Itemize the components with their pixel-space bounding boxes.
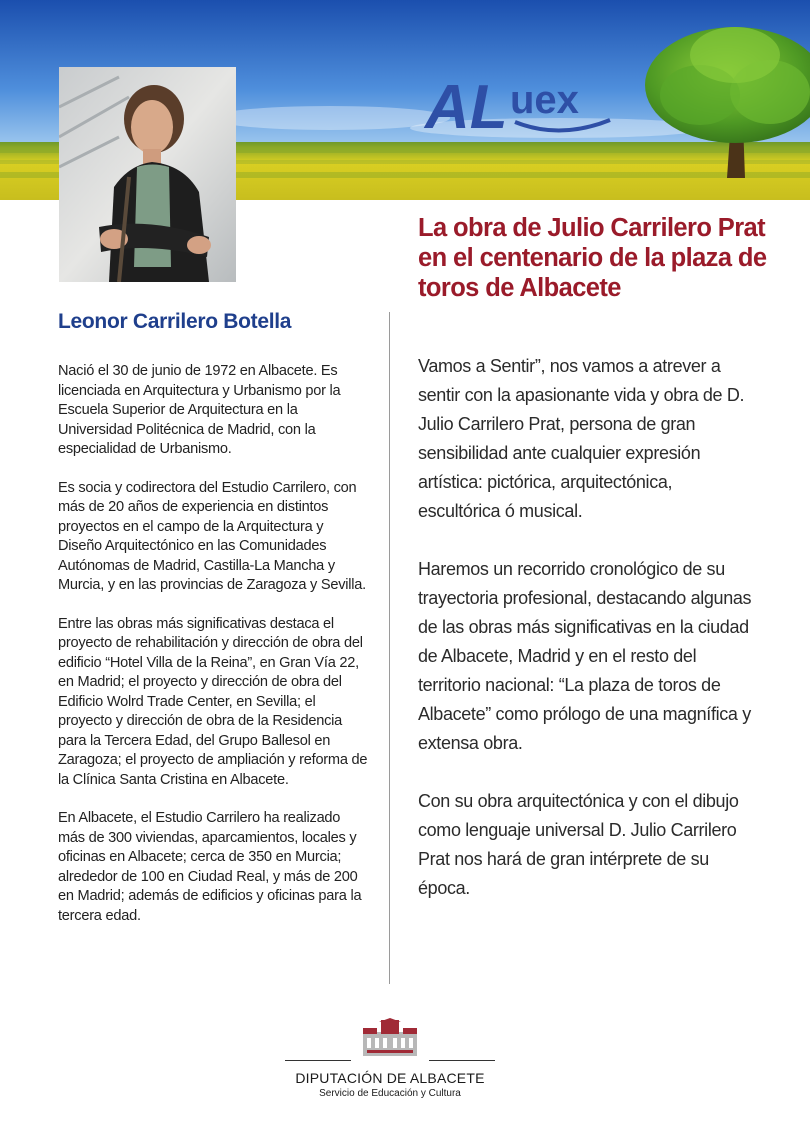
author-column xyxy=(58,310,370,945)
author-name: Leonor Carrilero Botella xyxy=(58,310,292,333)
bio-paragraph: Es socia y codirectora del Estudio Carrilero, con más de 20 años de experiencia en distintos proyectos en el campo de la Arquitectura y Diseño Arquitectónico en las Comunidades Autónomas de Madrid, Castilla-La Mancha y Murcia, y en las provincias de Zaragoza y Sevilla. xyxy=(58,479,366,593)
bio-paragraph: Nació el 30 de junio de 1972 en Albacete. Es licenciada en Arquitectura y Urbanismo por la Escuela Superior de Arquitectura en la Universidad Politécnica de Madrid, con la especialidad de Urbanismo. xyxy=(58,363,341,457)
column-divider xyxy=(389,312,390,984)
bio-paragraph: En Albacete, el Estudio Carrilero ha realizado más de 300 viviendas, aparcamientos, locales y oficinas en Albacete; cerca de 350 en Murcia; alrededor de 100 en Ciudad Real, y más de 200 en Madrid; además de edificios y oficinas para la tercera edad. xyxy=(58,810,362,924)
diputacion-crest-icon xyxy=(357,1018,423,1058)
article-paragraph: Haremos un recorrido cronológico de su trayectoria profesional, destacando algunas de las obras más significativas en la ciudad de Albacete, Madrid y en el resto del territorio nacional: “La plaza de toros de Albacete” como prólogo de una magnífica y extensa obra. xyxy=(418,559,752,753)
svg-text:AL: AL xyxy=(425,73,508,142)
author-bio xyxy=(58,362,370,926)
bio-paragraph: Entre las obras más significativas destaca el proyecto de rehabilitación y dirección de obra del edificio “Hotel Villa de la Reina”, en Gran Vía 22, en Madrid; el proyecto y dirección de obra del Edificio Wolrd Trade Center, en Sevilla; el proyecto y dirección de obra de la Residencia para la Tercera Edad, del Grupo Ballesol en Zaragoza; el proyecto de ampliación y reforma de la Clínica Santa Cristina en Albacete. xyxy=(58,615,368,788)
svg-text:uex: uex xyxy=(510,78,579,122)
portrait-photo-image xyxy=(59,67,236,282)
article-title: La obra de Julio Carrilero Prat en el centenario de la plaza de toros de Albacete xyxy=(418,214,767,302)
footer xyxy=(285,1018,495,1099)
footer-org-name: DIPUTACIÓN DE ALBACETE xyxy=(295,1070,485,1086)
article-paragraph: Con su obra arquitectónica y con el dibujo como lenguaje universal D. Julio Carrilero Prat nos hará de gran intérprete de su época. xyxy=(418,791,739,898)
article-paragraph: Vamos a Sentir”, nos vamos a atrever a sentir con la apasionante vida y obra de D. Julio Carrilero Prat, persona de gran sensibilidad ante cualquier expresión artística: pictórica, arquitectónica, escultórica ó musical. xyxy=(418,356,745,521)
portrait-photo xyxy=(59,67,236,282)
footer-service-name: Servicio de Educación y Cultura xyxy=(319,1088,461,1099)
footer-rule xyxy=(285,1060,495,1066)
article-body xyxy=(418,352,758,932)
